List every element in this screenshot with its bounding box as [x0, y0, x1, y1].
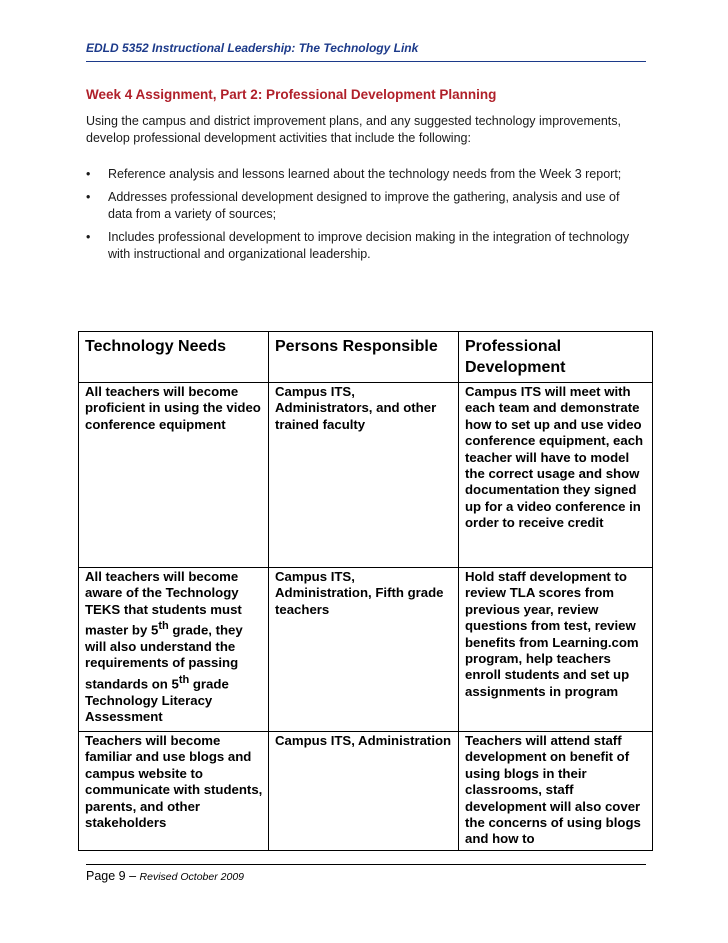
cell-persons-responsible: Campus ITS, Administration, Fifth grade teachers — [269, 568, 459, 732]
bullet-icon: • — [86, 190, 91, 204]
list-item-text: Includes professional development to improve decision making in the integration of technology with instructional and organizational leadership. — [108, 230, 630, 261]
table-row — [79, 568, 653, 732]
list-item — [86, 229, 646, 263]
ordinal-suffix: th — [158, 620, 169, 633]
column-header-professional-development: Professional Development — [459, 332, 653, 383]
footer-divider — [86, 864, 646, 865]
page-footer — [86, 869, 244, 883]
list-item — [86, 189, 646, 223]
cell-persons-responsible: Campus ITS, Administration — [269, 732, 459, 851]
revision-note: Revised October 2009 — [139, 871, 245, 883]
table-header-row — [79, 332, 653, 383]
cell-text: grade, they will also understand the requirements of passing standards on 5 — [85, 622, 243, 692]
column-header-technology-needs: Technology Needs — [79, 332, 269, 383]
ordinal-suffix: th — [178, 673, 190, 686]
cell-technology-needs — [79, 568, 269, 732]
cell-technology-needs: All teachers will become proficient in using the video conference equipment — [79, 383, 269, 568]
bullet-icon: • — [86, 167, 91, 181]
column-header-persons-responsible: Persons Responsible — [269, 332, 459, 383]
page-number: Page 9 – — [86, 869, 137, 883]
cell-professional-development: Hold staff development to review TLA scores from previous year, review questions from test, review benefits from Learning.com program, help teachers enroll students and set up assignments in program — [459, 568, 653, 732]
table-row — [79, 383, 653, 568]
assignment-intro: Using the campus and district improvement plans, and any suggested technology improvements, develop professional development activities that include the following: — [86, 114, 622, 145]
course-title: EDLD 5352 Instructional Leadership: The Technology Link — [86, 41, 419, 55]
cell-professional-development: Campus ITS will meet with each team and demonstrate how to set up and use video conference equipment, each teacher will have to model the correct usage and show documentation they signed up for a video conference in order to receive credit — [459, 383, 653, 568]
list-item-text: Reference analysis and lessons learned about the technology needs from the Week 3 report; — [108, 167, 622, 181]
table-row — [79, 732, 653, 851]
assignment-title: Week 4 Assignment, Part 2: Professional Development Planning — [86, 87, 497, 102]
cell-persons-responsible: Campus ITS, Administrators, and other trained faculty — [269, 383, 459, 568]
list-item-text: Addresses professional development designed to improve the gathering, analysis and use of data from a variety of sources; — [108, 190, 620, 221]
bullet-icon: • — [86, 230, 91, 244]
cell-professional-development: Teachers will attend staff development on benefit of using blogs in their classrooms, staff development will also cover the concerns of using blogs and how to — [459, 732, 653, 851]
header-divider — [86, 61, 646, 62]
cell-text: grade Technology Literacy Assessment — [85, 676, 229, 725]
cell-technology-needs: Teachers will become familiar and use blogs and campus website to communicate with students, parents, and other stakeholders — [79, 732, 269, 851]
list-item — [86, 166, 646, 183]
professional-development-table — [78, 331, 653, 851]
requirements-list — [86, 166, 646, 269]
cell-text: All teachers will become aware of the Technology TEKS that students must master by 5 — [85, 569, 242, 638]
